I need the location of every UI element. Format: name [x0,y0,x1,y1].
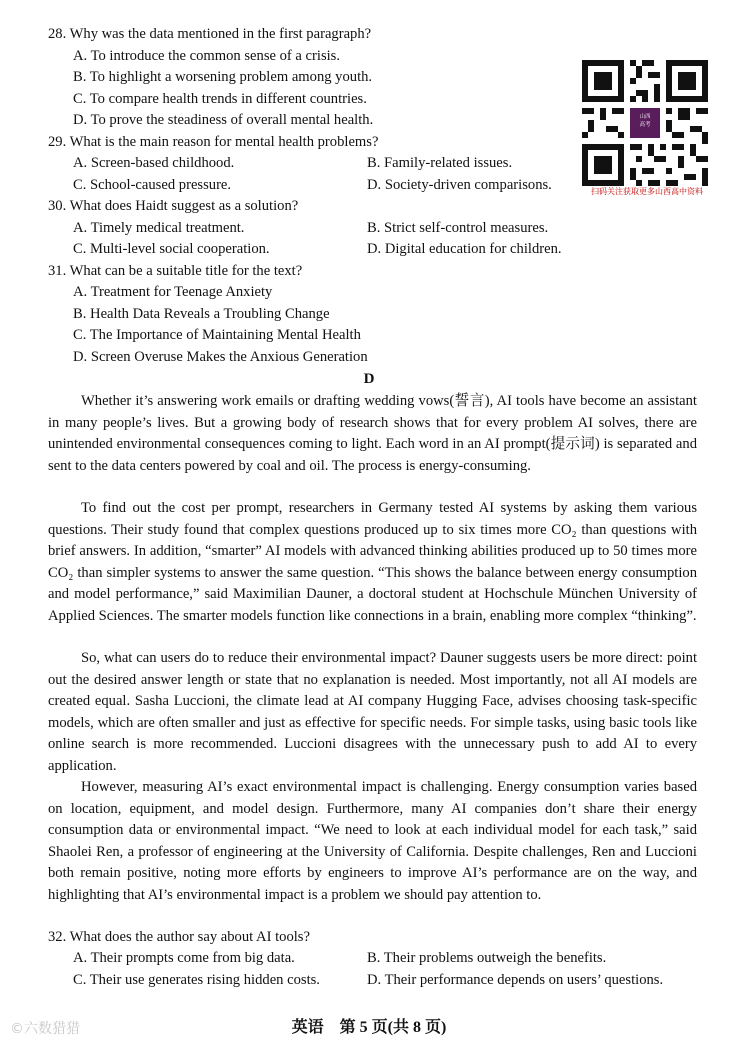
question-32-option-c: C. Their use generates rising hidden costs. [73,972,320,988]
section-heading-d: D [363,371,375,387]
page-footer: 英语 第 5 页(共 8 页) [291,1019,447,1036]
question-29-option-c: C. School-caused pressure. [73,177,232,193]
passage-paragraph-4: However, measuring AI’s exact environmental impact is challenging. Energy consumption varies based on location, equipment, and model design. Furthermore, many AI companies don’t share their energy consumption data or environmental impact. “We need to look at each individual model for each task,” said Shaolei Ren, a professor of engineering at the University of California. Despite challenges, Ren and Luccioni both remain positive, noting more efforts by engineers to improve AI’s performance are on the way, and highlighting that AI’s environmental impact is a problem we should pay attention to. [48,779,697,903]
question-29-option-a: A. Screen-based childhood. [73,155,235,171]
question-30-stem: 30. What does Haidt suggest as a solution? [48,198,299,214]
question-32-stem: 32. What does the author say about AI tools? [48,929,310,945]
qr-center-label-1: 山西 [639,114,651,120]
question-30-option-d: D. Digital education for children. [367,241,562,257]
question-32-option-a: A. Their prompts come from big data. [73,950,295,966]
passage-paragraph-3: So, what can users do to reduce their environmental impact? Dauner suggests users be more direct: point out the desired answer length or state that no explanation is needed. Most importantly, not all AI models are created equal. Sasha Luccioni, the climate lead at AI company Hugging Face, advises choosing task-specific models, which are often smaller and just as effective for specific needs. For simple tasks, using basic tools like online search is more recommended. Luccioni disagrees with the unnecessary push to add AI to every application. [48,650,697,774]
question-31-option-d: D. Screen Overuse Makes the Anxious Generation [73,349,368,365]
question-31-option-a: A. Treatment for Teenage Anxiety [73,284,273,300]
qr-caption: 扫码关注获取更多山西高中资料 [591,187,703,196]
question-30-option-a: A. Timely medical treatment. [73,220,245,236]
question-29-option-b: B. Family-related issues. [367,155,513,171]
question-28-option-a: A. To introduce the common sense of a crisis. [73,48,341,64]
question-32-option-d: D. Their performance depends on users’ questions. [367,972,664,988]
watermark: ©六数猎猎 [10,1021,80,1037]
question-28-option-b: B. To highlight a worsening problem among youth. [73,69,373,85]
passage-paragraph-2: To find out the cost per prompt, researchers in Germany tested AI systems by asking them various questions. Their study found that complex questions produced up to six times more CO₂ than questions with brief answers. In addition, “smarter” AI models with advanced thinking abilities produced up to 50 times more CO₂ than simpler systems to answer the same question. “This shows the balance between energy consumption and model performance,” said Maximilian Dauner, a doctoral student at Hochschule München University of Applied Sciences. The smarter models function like connections in a brain, enabling more complex “thinking”. [48,500,697,624]
question-30-option-b: B. Strict self-control measures. [367,220,549,236]
question-28-option-d: D. To prove the steadiness of overall mental health. [73,112,374,128]
question-31-option-c: C. The Importance of Maintaining Mental Health [73,327,361,343]
question-32-option-b: B. Their problems outweigh the benefits. [367,950,607,966]
question-29-option-d: D. Society-driven comparisons. [367,177,552,193]
question-29-stem: 29. What is the main reason for mental health problems? [48,134,379,150]
question-30-option-c: C. Multi-level social cooperation. [73,241,270,257]
question-28-option-c: C. To compare health trends in different countries. [73,91,367,107]
question-31-option-b: B. Health Data Reveals a Troubling Change [73,306,330,322]
question-28-stem: 28. Why was the data mentioned in the first paragraph? [48,26,372,42]
qr-center-logo [635,113,655,129]
question-31-stem: 31. What can be a suitable title for the text? [48,263,303,279]
passage-paragraph-1: Whether it’s answering work emails or drafting wedding vows(誓言), AI tools have become an assistant in many people’s lives. But a growing body of research shows that for every problem AI solves, there are unintended environmental consequences coming to light. Each word in an AI prompt(提示词) is separated and sent to the data centers powered by coal and oil. The process is energy-consuming. [48,393,697,474]
qr-code[interactable] [582,60,708,186]
qr-center-label-2: 高考 [639,122,651,128]
